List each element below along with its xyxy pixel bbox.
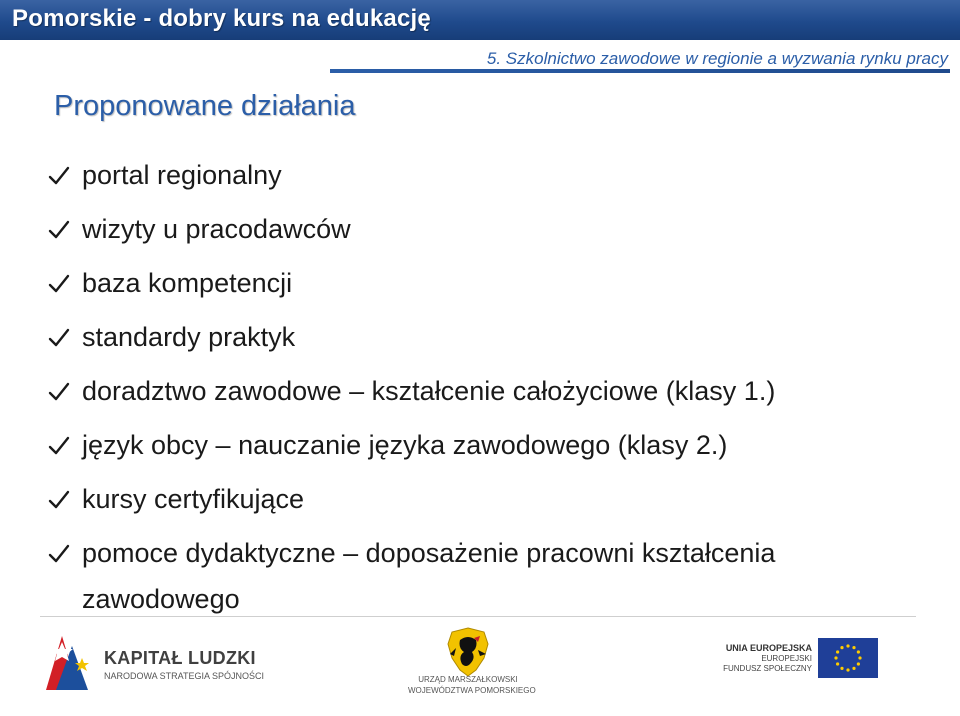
action-list bbox=[48, 152, 948, 622]
check-icon bbox=[48, 327, 70, 349]
list-item-label: język obcy – nauczanie języka zawodowego (klasy 2.) bbox=[82, 430, 728, 460]
list-item-label: wizyty u pracodawców bbox=[82, 214, 351, 244]
list-item-label: portal regionalny bbox=[82, 160, 282, 190]
eu-star-icon bbox=[836, 662, 839, 665]
list-item bbox=[48, 368, 948, 422]
eu-star-icon bbox=[846, 644, 849, 647]
section-title: Proponowane działania bbox=[54, 90, 356, 122]
list-item bbox=[48, 206, 948, 260]
eu-star-icon bbox=[852, 667, 855, 670]
check-icon bbox=[48, 543, 70, 565]
check-icon bbox=[48, 381, 70, 403]
header-divider bbox=[330, 69, 950, 73]
check-icon bbox=[48, 165, 70, 187]
eu-star-icon bbox=[840, 667, 843, 670]
eu-star-icon bbox=[836, 650, 839, 653]
eu-line3: FUNDUSZ SPOŁECZNY bbox=[723, 664, 812, 673]
urzad-line1: URZĄD MARSZAŁKOWSKI bbox=[418, 675, 518, 684]
eu-line1: UNIA EUROPEJSKA bbox=[725, 643, 812, 653]
eu-flag-icon bbox=[818, 638, 878, 678]
list-item-label: baza kompetencji bbox=[82, 268, 293, 298]
eu-star-icon bbox=[857, 650, 860, 653]
list-item-label: pomoce dydaktyczne – doposażenie pracowni kształcenia zawodowego bbox=[82, 538, 776, 614]
eu-star-icon bbox=[857, 662, 860, 665]
list-item bbox=[48, 152, 948, 206]
kapital-ludzki-title: KAPITAŁ LUDZKI bbox=[104, 648, 256, 668]
list-item-label: kursy certyfikujące bbox=[82, 484, 305, 514]
header-subtitle: 5. Szkolnictwo zawodowe w regionie a wyzwania rynku pracy bbox=[486, 49, 948, 68]
header-band bbox=[0, 0, 960, 40]
list-item bbox=[48, 530, 948, 622]
list-item bbox=[48, 422, 948, 476]
check-icon bbox=[48, 219, 70, 241]
eu-star-icon bbox=[852, 646, 855, 649]
check-icon bbox=[48, 273, 70, 295]
list-item-label: standardy praktyk bbox=[82, 322, 296, 352]
urzad-line2: WOJEWÓDZTWA POMORSKIEGO bbox=[408, 686, 536, 695]
eu-star-icon bbox=[834, 656, 837, 659]
list-item bbox=[48, 476, 948, 530]
eu-star-icon bbox=[840, 646, 843, 649]
list-item-label: doradztwo zawodowe – kształcenie całożyciowe (klasy 1.) bbox=[82, 376, 776, 406]
eu-star-icon bbox=[858, 656, 861, 659]
pomorskie-griffin-icon bbox=[440, 624, 496, 680]
header-title: Pomorskie - dobry kurs na edukację bbox=[12, 5, 431, 32]
bottom-margin bbox=[0, 700, 960, 716]
kapital-ludzki-subtitle: NARODOWA STRATEGIA SPÓJNOŚCI bbox=[104, 671, 265, 681]
check-icon bbox=[48, 435, 70, 457]
list-item bbox=[48, 260, 948, 314]
check-icon bbox=[48, 489, 70, 511]
footer-divider bbox=[40, 616, 916, 617]
list-item bbox=[48, 314, 948, 368]
eu-star-icon bbox=[846, 668, 849, 671]
eu-line2: EUROPEJSKI bbox=[761, 654, 812, 663]
